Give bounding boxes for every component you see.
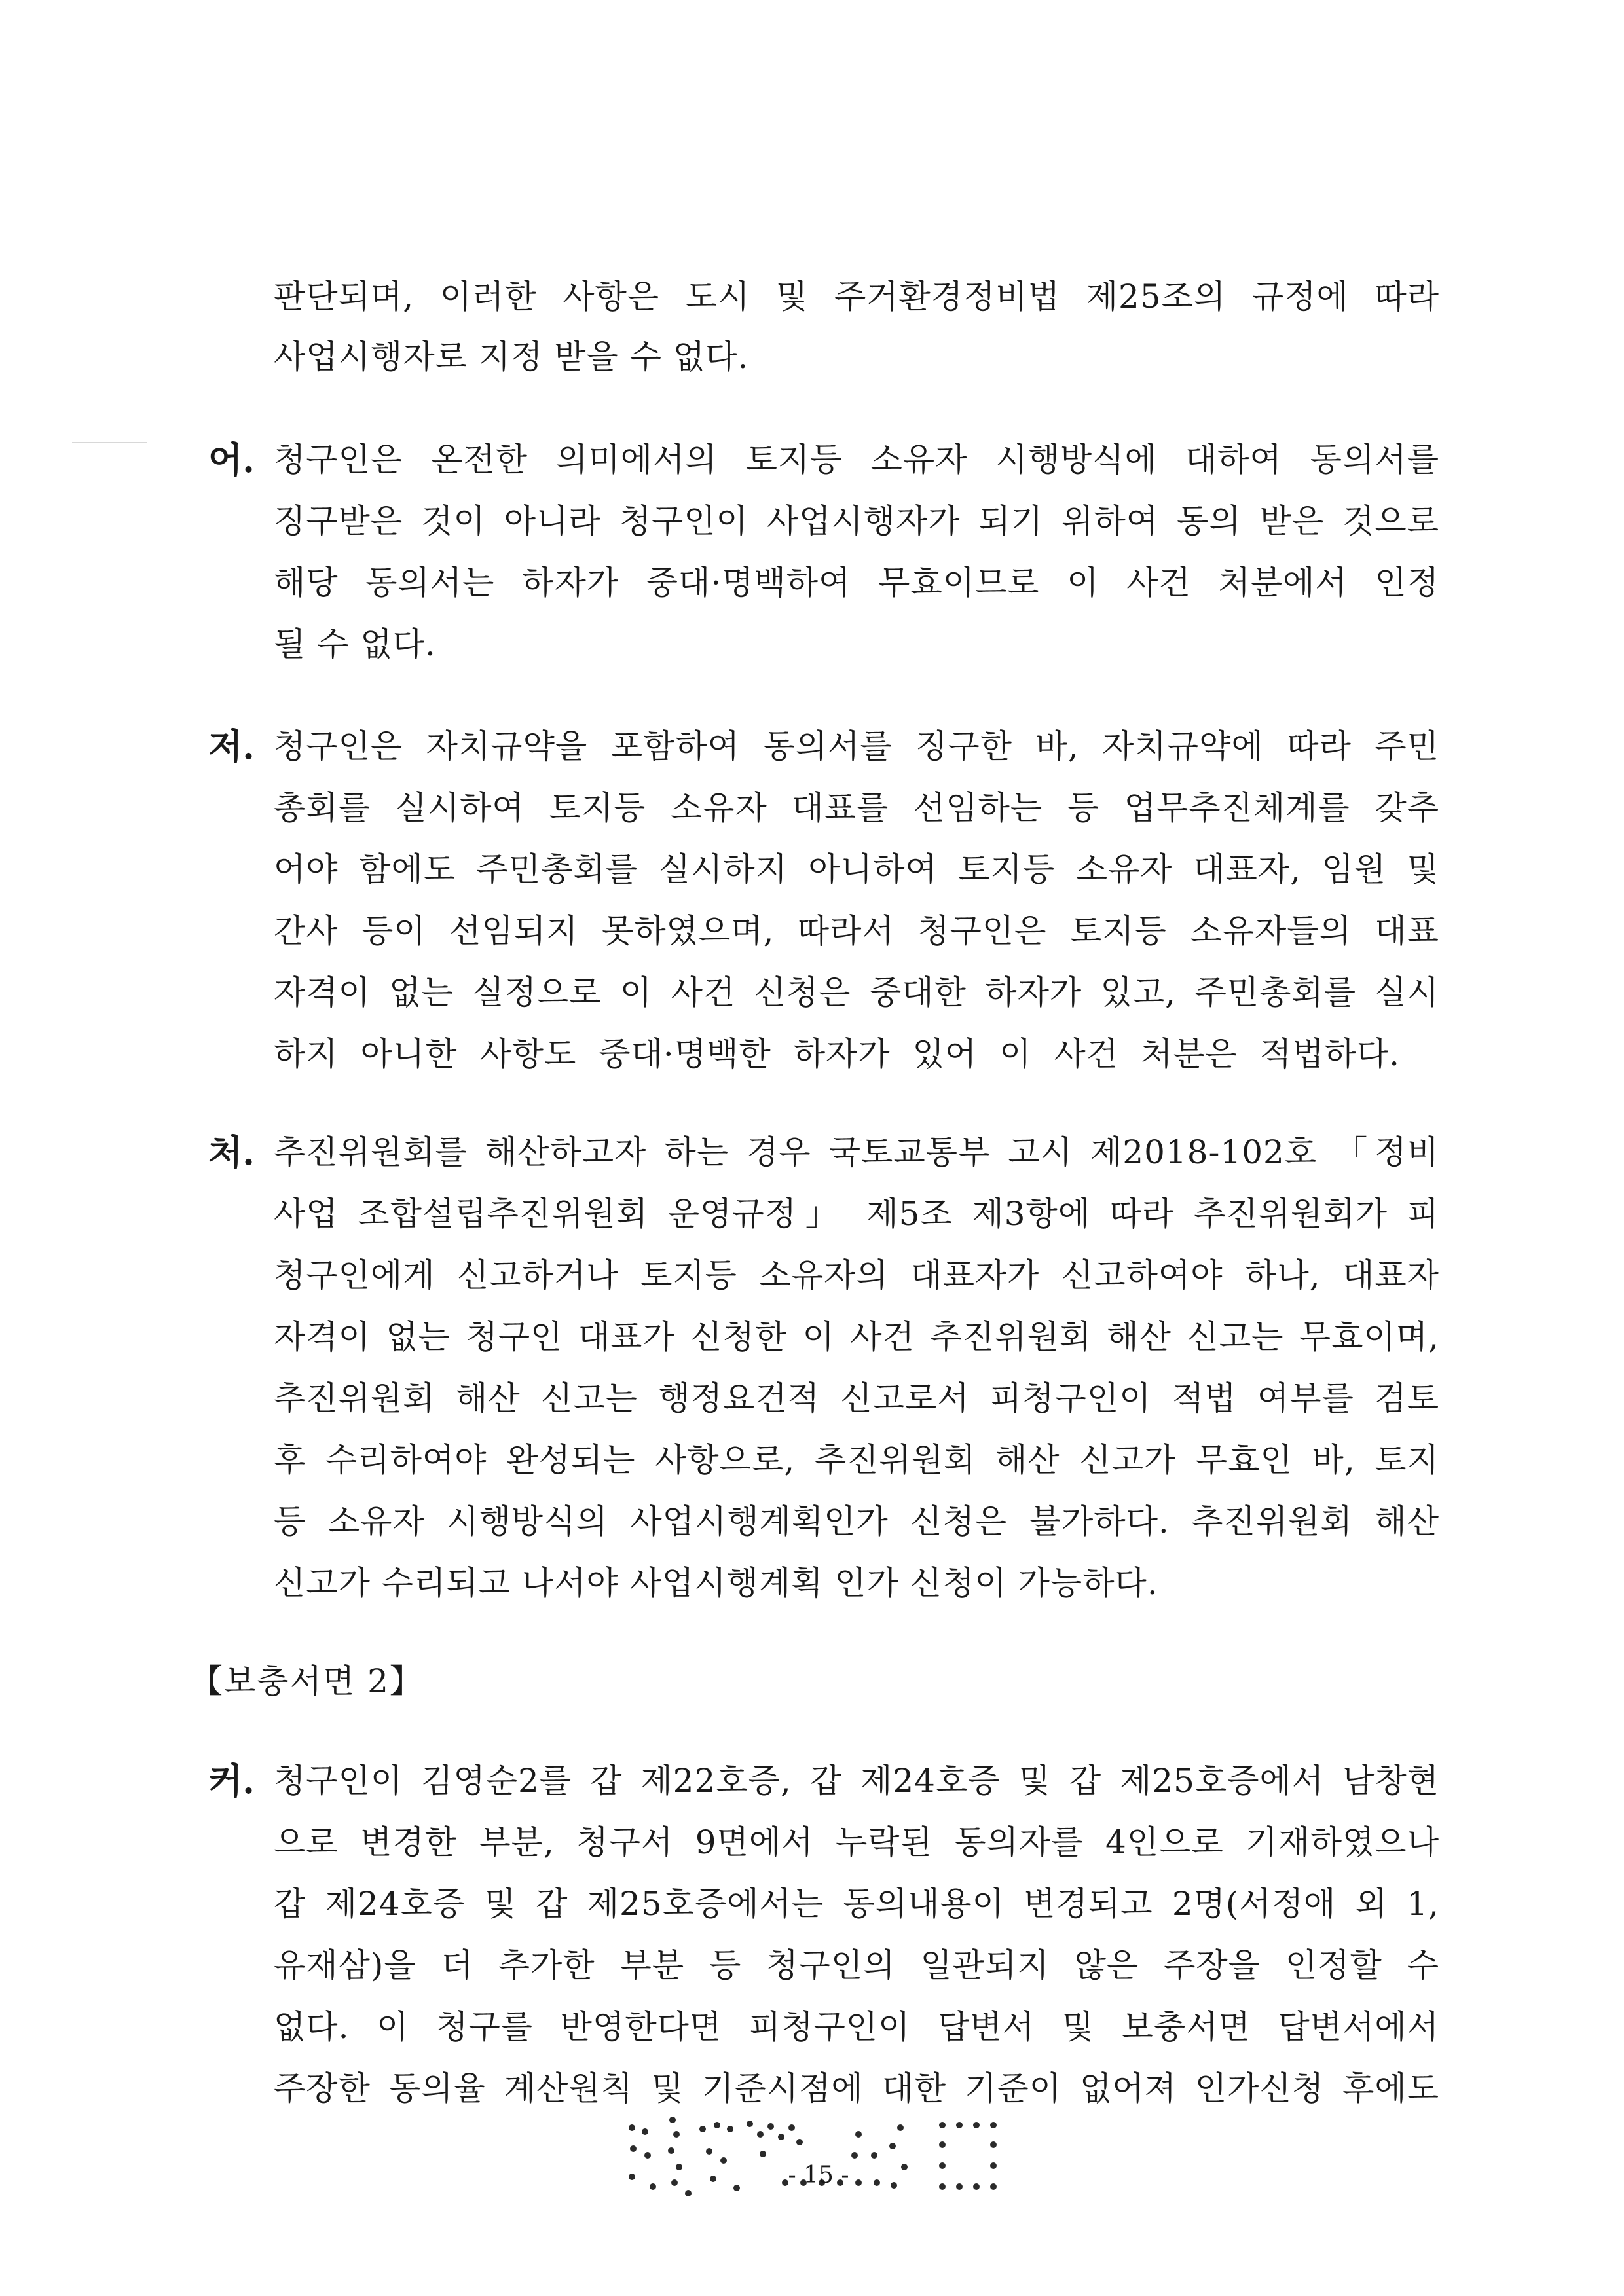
item-marker: 저. xyxy=(208,725,255,767)
item-line: 청구인이 김영순2를 갑 제22호증, 갑 제24호증 및 갑 제25호증에서 남창현 xyxy=(274,1762,1439,1800)
item-line: 사업 조합설립추진위원회 운영규정」 제5조 제3항에 따라 추진위원회가 피 xyxy=(274,1195,1439,1233)
item-line: 청구인은 온전한 의미에서의 토지등 소유자 시행방식에 대하여 동의서를 xyxy=(274,441,1439,479)
item-line: 어야 함에도 주민총회를 실시하지 아니하여 토지등 소유자 대표자, 임원 및 xyxy=(274,850,1439,888)
page-number: - 15 - xyxy=(788,2162,849,2189)
item-line: 하지 아니한 사항도 중대·명백한 하자가 있어 이 사건 처분은 적법하다. xyxy=(274,1035,1400,1073)
item-line: 유재삼)을 더 추가한 부분 등 청구인의 일관되지 않은 주장을 인정할 수 xyxy=(274,1946,1439,1984)
item-line: 추진위원회 해산 신고는 행정요건적 신고로서 피청구인이 적법 여부를 검토 xyxy=(274,1379,1439,1417)
item-line: 자격이 없는 청구인 대표가 신청한 이 사건 추진위원회 해산 신고는 무효이며, xyxy=(274,1318,1439,1356)
item-line: 간사 등이 선임되지 못하였으며, 따라서 청구인은 토지등 소유자들의 대표 xyxy=(274,912,1439,950)
item-line: 청구인에게 신고하거나 토지등 소유자의 대표자가 신고하여야 하나, 대표자 xyxy=(274,1256,1439,1294)
item-marker: 처. xyxy=(208,1131,255,1173)
item-line: 신고가 수리되고 나서야 사업시행계획 인가 신청이 가능하다. xyxy=(274,1564,1158,1602)
item-line: 으로 변경한 부분, 청구서 9면에서 누락된 동의자를 4인으로 기재하였으나 xyxy=(274,1823,1439,1861)
item-line: 자격이 없는 실정으로 이 사건 신청은 중대한 하자가 있고, 주민총회를 실시 xyxy=(274,974,1439,1011)
section-heading: 【보충서면 2】 xyxy=(190,1662,424,1700)
item-line: 해당 동의서는 하자가 중대·명백하여 무효이므로 이 사건 처분에서 인정 xyxy=(274,564,1439,602)
item-marker: 어. xyxy=(208,439,255,481)
item-line: 주장한 동의율 계산원칙 및 기준시점에 대한 기준이 없어져 인가신청 후에도 xyxy=(274,2069,1439,2107)
item-line: 갑 제24호증 및 갑 제25호증에서는 동의내용이 변경되고 2명(서정애 외 1, xyxy=(274,1885,1439,1923)
intro-line: 판단되며, 이러한 사항은 도시 및 주거환경정비법 제25조의 규정에 따라 xyxy=(274,278,1439,316)
item-marker: 커. xyxy=(208,1760,255,1802)
scan-edge-mark xyxy=(72,442,147,443)
item-line: 후 수리하여야 완성되는 사항으로, 추진위원회 해산 신고가 무효인 바, 토지 xyxy=(274,1441,1439,1479)
item-line: 청구인은 자치규약을 포함하여 동의서를 징구한 바, 자치규약에 따라 주민 xyxy=(274,727,1439,765)
intro-line: 사업시행자로 지정 받을 수 없다. xyxy=(274,338,749,376)
item-line: 추진위원회를 해산하고자 하는 경우 국토교통부 고시 제2018-102호 「정비 xyxy=(274,1133,1439,1171)
item-line: 될 수 없다. xyxy=(274,625,436,663)
item-line: 총회를 실시하여 토지등 소유자 대표를 선임하는 등 업무추진체계를 갖추 xyxy=(274,789,1439,827)
item-line: 징구받은 것이 아니라 청구인이 사업시행자가 되기 위하여 동의 받은 것으로 xyxy=(274,502,1439,540)
item-line: 등 소유자 시행방식의 사업시행계획인가 신청은 불가하다. 추진위원회 해산 xyxy=(274,1503,1439,1540)
item-line: 없다. 이 청구를 반영한다면 피청구인이 답변서 및 보충서면 답변서에서 xyxy=(274,2008,1439,2046)
